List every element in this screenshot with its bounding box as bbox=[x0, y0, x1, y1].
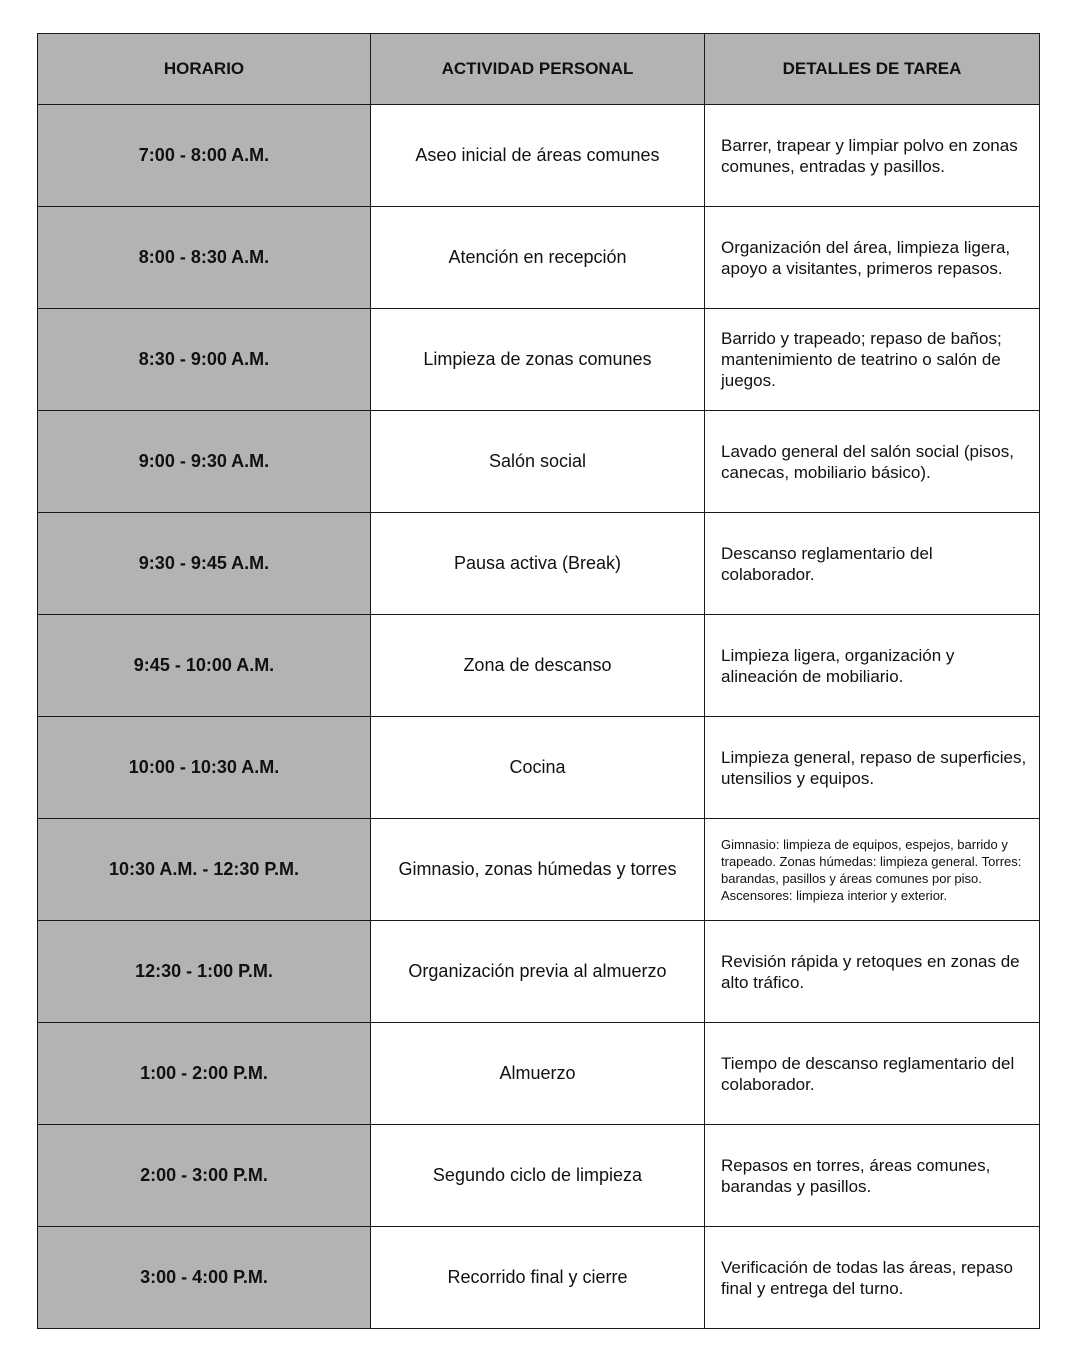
activity-cell: Organización previa al almuerzo bbox=[371, 921, 705, 1023]
time-cell: 10:30 A.M. - 12:30 P.M. bbox=[38, 819, 371, 921]
time-cell: 9:00 - 9:30 A.M. bbox=[38, 411, 371, 513]
activity-cell: Salón social bbox=[371, 411, 705, 513]
table-row bbox=[38, 1227, 1040, 1329]
table-row bbox=[38, 717, 1040, 819]
header-details: DETALLES DE TAREA bbox=[705, 34, 1040, 105]
details-cell: Limpieza ligera, organización y alineación de mobiliario. bbox=[705, 615, 1040, 717]
schedule-table bbox=[37, 33, 1040, 1329]
details-cell: Limpieza general, repaso de superficies, utensilios y equipos. bbox=[705, 717, 1040, 819]
time-cell: 1:00 - 2:00 P.M. bbox=[38, 1023, 371, 1125]
time-cell: 8:30 - 9:00 A.M. bbox=[38, 309, 371, 411]
details-cell: Verificación de todas las áreas, repaso final y entrega del turno. bbox=[705, 1227, 1040, 1329]
activity-cell: Limpieza de zonas comunes bbox=[371, 309, 705, 411]
header-time: HORARIO bbox=[38, 34, 371, 105]
table-row bbox=[38, 105, 1040, 207]
activity-cell: Segundo ciclo de limpieza bbox=[371, 1125, 705, 1227]
table-row bbox=[38, 411, 1040, 513]
time-cell: 7:00 - 8:00 A.M. bbox=[38, 105, 371, 207]
details-cell: Descanso reglamentario del colaborador. bbox=[705, 513, 1040, 615]
activity-cell: Almuerzo bbox=[371, 1023, 705, 1125]
activity-cell: Cocina bbox=[371, 717, 705, 819]
table-row bbox=[38, 207, 1040, 309]
table-row bbox=[38, 819, 1040, 921]
table-row bbox=[38, 513, 1040, 615]
time-cell: 9:30 - 9:45 A.M. bbox=[38, 513, 371, 615]
time-cell: 12:30 - 1:00 P.M. bbox=[38, 921, 371, 1023]
table-row bbox=[38, 309, 1040, 411]
details-cell: Barrer, trapear y limpiar polvo en zonas comunes, entradas y pasillos. bbox=[705, 105, 1040, 207]
details-cell: Gimnasio: limpieza de equipos, espejos, barrido y trapeado. Zonas húmedas: limpieza general. Torres: barandas, pasillos y áreas comunes por piso. Ascensores: limpieza interior y exterior. bbox=[705, 819, 1040, 921]
details-cell: Repasos en torres, áreas comunes, barandas y pasillos. bbox=[705, 1125, 1040, 1227]
details-cell: Revisión rápida y retoques en zonas de alto tráfico. bbox=[705, 921, 1040, 1023]
activity-cell: Zona de descanso bbox=[371, 615, 705, 717]
activity-cell: Aseo inicial de áreas comunes bbox=[371, 105, 705, 207]
details-cell: Tiempo de descanso reglamentario del colaborador. bbox=[705, 1023, 1040, 1125]
header-activity: ACTIVIDAD PERSONAL bbox=[371, 34, 705, 105]
time-cell: 3:00 - 4:00 P.M. bbox=[38, 1227, 371, 1329]
activity-cell: Atención en recepción bbox=[371, 207, 705, 309]
activity-cell: Recorrido final y cierre bbox=[371, 1227, 705, 1329]
time-cell: 2:00 - 3:00 P.M. bbox=[38, 1125, 371, 1227]
details-cell: Barrido y trapeado; repaso de baños; mantenimiento de teatrino o salón de juegos. bbox=[705, 309, 1040, 411]
time-cell: 9:45 - 10:00 A.M. bbox=[38, 615, 371, 717]
table-row bbox=[38, 921, 1040, 1023]
activity-cell: Pausa activa (Break) bbox=[371, 513, 705, 615]
time-cell: 8:00 - 8:30 A.M. bbox=[38, 207, 371, 309]
details-cell: Lavado general del salón social (pisos, canecas, mobiliario básico). bbox=[705, 411, 1040, 513]
time-cell: 10:00 - 10:30 A.M. bbox=[38, 717, 371, 819]
table-row bbox=[38, 615, 1040, 717]
activity-cell: Gimnasio, zonas húmedas y torres bbox=[371, 819, 705, 921]
table-row bbox=[38, 1125, 1040, 1227]
details-cell: Organización del área, limpieza ligera, apoyo a visitantes, primeros repasos. bbox=[705, 207, 1040, 309]
table-row bbox=[38, 1023, 1040, 1125]
header-row bbox=[38, 34, 1040, 105]
